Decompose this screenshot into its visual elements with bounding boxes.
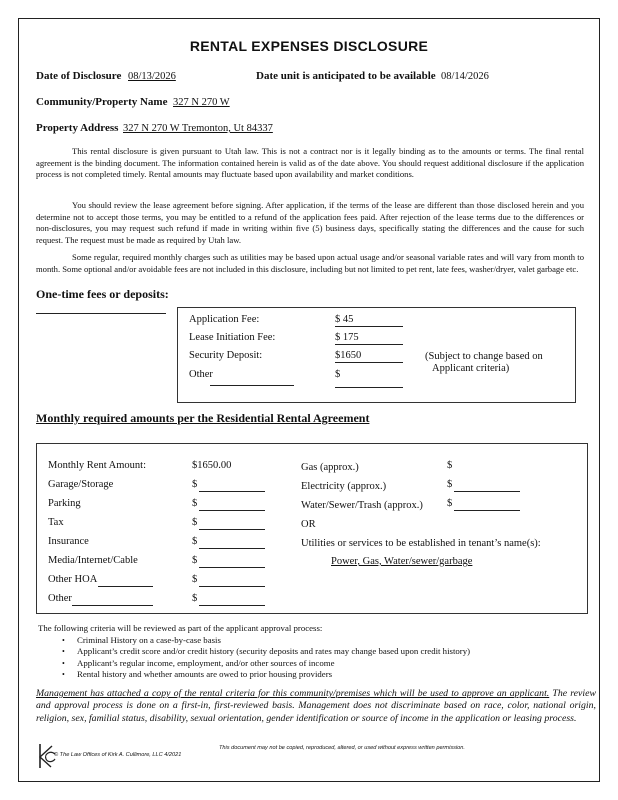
insurance-value: $ (192, 536, 198, 547)
disclosure-date-value: 08/13/2026 (128, 71, 176, 82)
other-hoa-label: Other HOA (48, 574, 98, 585)
disclosure-paragraph-2: You should review the lease agreement before signing. After application, if the terms of the lease are different than those disclosed herein and you determine not to accept those terms, you may be entitled to a refund of the application fees paid. After rejection of the lease terms due to the differences or non-disclosures, you may request such refund if made in writing within five (5) business days, specifically stating the differences and the cause for such request. The request must be made as required by Utah law. (36, 200, 584, 245)
tenant-utilities-label: Utilities or services to be established in tenant’s name(s): (301, 538, 541, 549)
lease-initiation-fee-value: $ 175 (335, 332, 359, 343)
garage-storage-line[interactable] (199, 491, 265, 492)
lease-initiation-fee-line[interactable] (335, 344, 403, 345)
insurance-line[interactable] (199, 548, 265, 549)
media-internet-cable-label: Media/Internet/Cable (48, 555, 138, 566)
security-deposit-line[interactable] (335, 362, 403, 363)
other-fee-label: Other (189, 369, 213, 380)
monthly-amounts-heading: Monthly required amounts per the Residential Rental Agreement (36, 411, 370, 425)
lease-initiation-fee-label: Lease Initiation Fee: (189, 332, 276, 343)
subject-to-change-note: (Subject to change based on (425, 351, 543, 362)
monthly-rent-value: $1650.00 (192, 460, 232, 471)
security-deposit-value: $1650 (335, 350, 362, 361)
criteria-intro: The following criteria will be reviewed as part of the applicant approval process: (38, 623, 323, 633)
other-fee-name-line[interactable] (210, 385, 294, 386)
application-fee-label: Application Fee: (189, 314, 260, 325)
other-hoa-line[interactable] (199, 586, 265, 587)
other-hoa-name-line[interactable] (98, 586, 153, 587)
criteria-item: • Applicant’s credit score and/or credit history (security deposits and rates may change based upon credit history) (62, 646, 598, 658)
one-time-fees-heading: One-time fees or deposits: (36, 287, 169, 301)
other-fee-value: $ (335, 369, 341, 380)
criteria-item: • Rental history and whether amounts are owed to prior housing providers (62, 669, 598, 681)
document-title: RENTAL EXPENSES DISCLOSURE (189, 38, 429, 54)
subject-to-change-note-2: Applicant criteria) (432, 363, 510, 374)
garage-storage-label: Garage/Storage (48, 479, 114, 490)
other-fee-line[interactable] (335, 387, 403, 388)
electricity-label: Electricity (approx.) (301, 481, 387, 492)
tax-value: $ (192, 517, 198, 528)
criteria-list (38, 635, 598, 681)
heading-rule (36, 313, 166, 314)
media-internet-cable-value: $ (192, 555, 198, 566)
law-office-logo (36, 742, 56, 770)
copyright-notice: © The Law Offices of Kirk A. Cullimore, LLC 4/2021 (54, 752, 182, 758)
other-monthly-label: Other (48, 593, 72, 604)
approval-criteria (38, 623, 598, 681)
media-internet-cable-line[interactable] (199, 567, 265, 568)
electricity-line[interactable] (454, 491, 520, 492)
property-address-label: Property Address (36, 122, 119, 134)
parking-value: $ (192, 498, 198, 509)
available-date-value: 08/14/2026 (441, 71, 489, 82)
other-hoa-value: $ (192, 574, 198, 585)
disclosure-paragraph-1: This rental disclosure is given pursuant to Utah law. This is not a contract nor is it legally binding as to the amounts or terms. The final rental agreement is the binding document. The information contained herein is valid as of the date above. You should request additional disclosure if the application process is not completed timely. Rental amounts may fluctuate based upon availability and market conditions. (36, 146, 584, 180)
tenant-utilities-value: Power, Gas, Water/sewer/garbage (331, 556, 473, 567)
management-statement (36, 688, 596, 725)
tax-label: Tax (48, 517, 64, 528)
security-deposit-label: Security Deposit: (189, 350, 263, 361)
community-name-label: Community/Property Name (36, 96, 168, 108)
tax-line[interactable] (199, 529, 265, 530)
other-monthly-line[interactable] (199, 605, 265, 606)
criteria-item: • Applicant’s regular income, employment, and/or other sources of income (62, 658, 598, 670)
application-fee-line[interactable] (335, 326, 403, 327)
property-address-value: 327 N 270 W Tremonton, Ut 84337 (123, 123, 273, 134)
water-sewer-trash-label: Water/Sewer/Trash (approx.) (301, 500, 423, 511)
rental-criteria-statement: Management has attached a copy of the rental criteria for this community/premises which will be used to approve an applicant. (36, 688, 550, 699)
non-discrimination-statement: The review and approval process is done on a first-in, first-reviewed basis. Management does not discriminate based on race, color, national origin, religion, sex, familial status, disability, sexual orientation, gender identification or source of income in the application or leasing process. (36, 688, 596, 724)
criteria-item: • Criminal History on a case-by-case basis (62, 635, 598, 647)
parking-label: Parking (48, 498, 81, 509)
water-sewer-trash-line[interactable] (454, 510, 520, 511)
application-fee-value: $ 45 (335, 314, 354, 325)
gas-label: Gas (approx.) (301, 462, 359, 473)
electricity-value: $ (447, 479, 453, 490)
insurance-label: Insurance (48, 536, 89, 547)
available-date-label: Date unit is anticipated to be available (256, 70, 436, 82)
monthly-rent-label: Monthly Rent Amount: (48, 460, 147, 471)
other-monthly-name-line[interactable] (72, 605, 153, 606)
parking-line[interactable] (199, 510, 265, 511)
disclosure-paragraph-3: Some regular, required monthly charges such as utilities may be based upon actual usage and/or seasonal variable rates and will vary from month to month. Some optional and/or avoidable fees are not included in this disclosure, including but not limited to pet rent, late fees, washer/dryer, valet garbage etc. (36, 252, 584, 274)
community-name-value: 327 N 270 W (173, 97, 230, 108)
water-sewer-trash-value: $ (447, 498, 453, 509)
other-monthly-value: $ (192, 593, 198, 604)
copy-restriction-notice: This document may not be copied, reproduced, altered, or used without express written permission. (219, 745, 465, 751)
garage-storage-value: $ (192, 479, 198, 490)
or-separator: OR (301, 519, 316, 530)
gas-value: $ (447, 460, 453, 471)
disclosure-date-label: Date of Disclosure (36, 70, 122, 82)
